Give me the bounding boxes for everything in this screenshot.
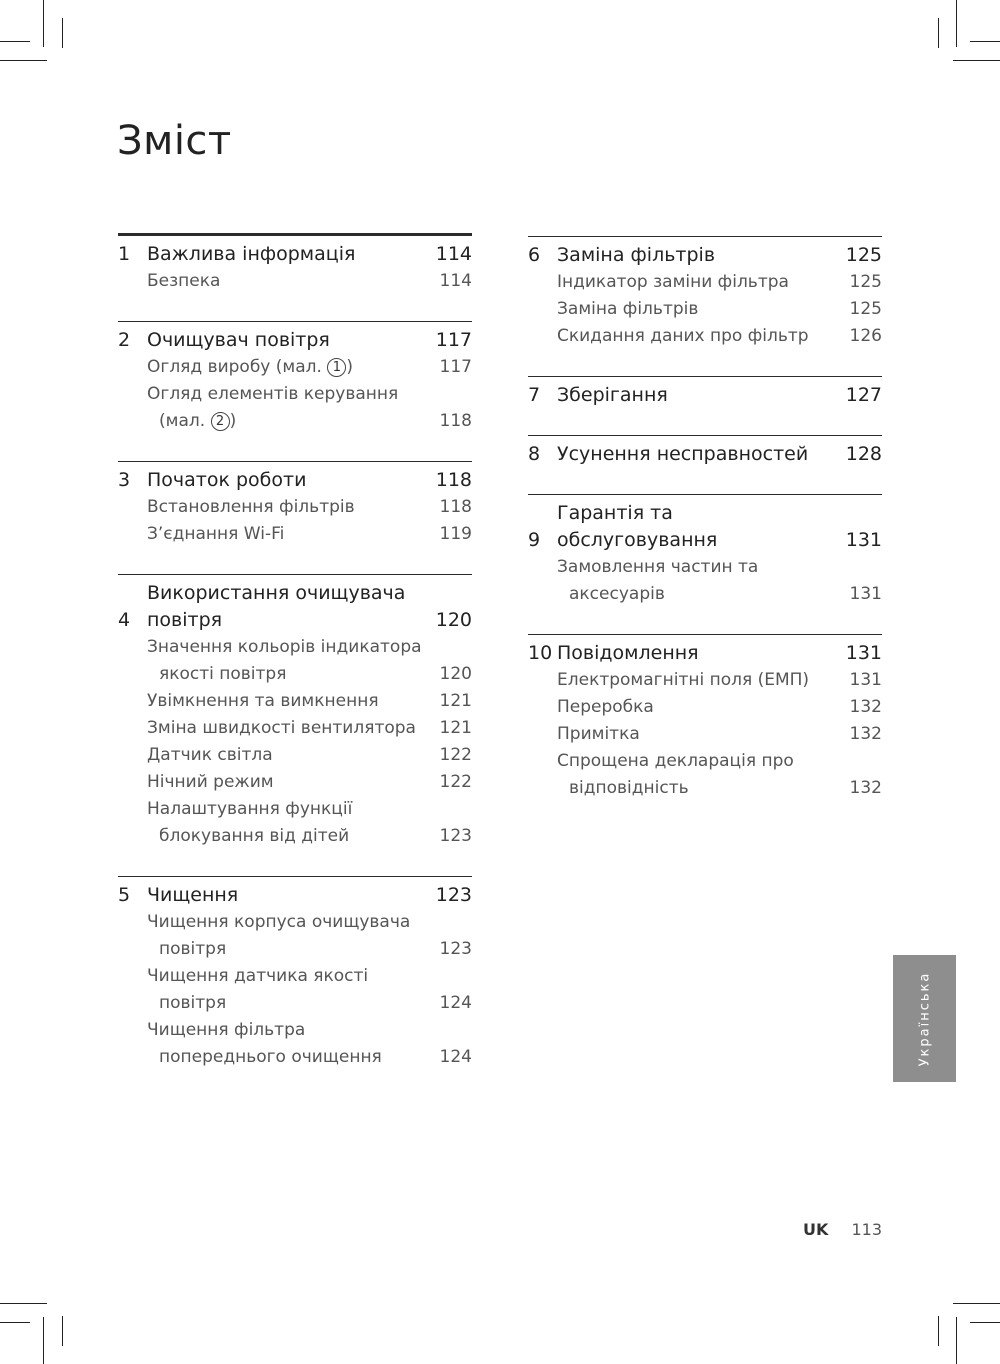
- section-number: 7: [528, 384, 541, 406]
- entry-title: [557, 748, 850, 802]
- section-number: 1: [118, 243, 131, 265]
- entry-title: [147, 634, 440, 688]
- section-heading[interactable]: [118, 327, 472, 354]
- crop-mark: [43, 0, 44, 47]
- section-number: 9: [528, 529, 541, 551]
- footer-page-number: 113: [851, 1220, 882, 1239]
- entry-page-number: 131: [849, 670, 882, 690]
- section-page-number: 125: [845, 244, 882, 266]
- section-number: 6: [528, 244, 541, 266]
- crop-mark: [953, 1303, 1000, 1304]
- entry-page-number: 132: [849, 697, 882, 717]
- section-title: Початок роботи: [147, 469, 307, 491]
- crop-mark: [938, 1316, 939, 1346]
- section-page-number: 131: [845, 642, 882, 664]
- entry-title-line: Увімкнення та вимкнення: [147, 691, 379, 711]
- toc-section: [118, 461, 472, 574]
- entry-title: [147, 1017, 440, 1071]
- section-title: Повідомлення: [557, 642, 699, 664]
- section-number: 5: [118, 884, 131, 906]
- entry-title-line: Чищення датчика якості: [147, 966, 369, 986]
- section-page-number: 131: [845, 529, 882, 551]
- entry-title: [147, 909, 440, 963]
- toc-section: [528, 494, 882, 634]
- entry-title-line: Замовлення частин та: [557, 557, 759, 577]
- language-side-tab: [893, 955, 956, 1082]
- entry-page-number: 122: [439, 772, 472, 792]
- section-heading[interactable]: [528, 441, 882, 468]
- entry-title-line: Зміна швидкості вентилятора: [147, 718, 416, 738]
- entry-title-line: Електромагнітні поля (ЕМП): [557, 670, 810, 690]
- entry-title-text: ): [346, 357, 353, 377]
- toc-entry[interactable]: [528, 269, 882, 296]
- toc-entry[interactable]: [118, 769, 472, 796]
- entry-page-number: 120: [439, 664, 472, 684]
- section-number: 8: [528, 443, 541, 465]
- crop-mark: [970, 41, 1000, 42]
- crop-mark: [62, 1316, 63, 1346]
- entry-title-line: попереднього очищення: [159, 1047, 382, 1067]
- section-heading[interactable]: [118, 882, 472, 909]
- crop-mark: [43, 1317, 44, 1364]
- entry-title-line: Значення кольорів індикатора: [147, 637, 422, 657]
- entry-title-line: блокування від дітей: [159, 826, 350, 846]
- entry-title: [147, 521, 440, 548]
- section-heading[interactable]: [528, 500, 882, 554]
- crop-mark: [0, 60, 47, 61]
- entry-title-line: Огляд елементів керування: [147, 384, 399, 404]
- toc-entry[interactable]: [118, 963, 472, 1017]
- section-number: 2: [118, 329, 131, 351]
- entry-title-line: Нічний режим: [147, 772, 274, 792]
- language-side-tab-label: Українська: [917, 971, 932, 1066]
- crop-mark: [938, 18, 939, 48]
- entry-title-line: Чищення корпуса очищувача: [147, 912, 411, 932]
- toc-entry[interactable]: [528, 296, 882, 323]
- entry-title-line: Датчик світла: [147, 745, 273, 765]
- toc-entry[interactable]: [118, 354, 472, 381]
- section-page-number: 117: [435, 329, 472, 351]
- entry-title: [557, 323, 850, 350]
- section-title: [557, 500, 846, 554]
- crop-mark: [956, 1317, 957, 1364]
- section-title: Чищення: [147, 884, 239, 906]
- entry-title: [147, 354, 440, 381]
- page-title: Зміст: [117, 118, 232, 164]
- entry-page-number: 124: [439, 993, 472, 1013]
- toc-entry[interactable]: [528, 667, 882, 694]
- entry-title: [147, 769, 440, 796]
- toc-entry[interactable]: [118, 688, 472, 715]
- section-title: [147, 580, 436, 634]
- toc-entry[interactable]: [528, 694, 882, 721]
- toc-entry[interactable]: [118, 1017, 472, 1071]
- entry-title-text: ): [229, 411, 237, 431]
- section-page-number: 127: [845, 384, 882, 406]
- entry-page-number: 123: [439, 826, 472, 846]
- entry-title-line: Безпека: [147, 271, 221, 291]
- entry-title-line: Переробка: [557, 697, 654, 717]
- entry-page-number: 114: [439, 271, 472, 291]
- toc-entry[interactable]: [118, 634, 472, 688]
- toc-section: [528, 376, 882, 435]
- entry-title-line: повітря: [159, 993, 227, 1013]
- toc-entry[interactable]: [118, 494, 472, 521]
- crop-mark: [970, 1322, 1000, 1323]
- toc-entry[interactable]: [118, 715, 472, 742]
- entry-title-line: якості повітря: [159, 664, 287, 684]
- footer-language-code: UK: [802, 1220, 829, 1239]
- entry-title-line: Примітка: [557, 724, 640, 744]
- section-title: Очищувач повітря: [147, 329, 330, 351]
- section-title-line: повітря: [147, 609, 223, 631]
- section-heading[interactable]: [528, 640, 882, 667]
- entry-title: [147, 688, 440, 715]
- entry-title: [557, 694, 850, 721]
- section-title-line: обслуговування: [557, 529, 718, 551]
- section-title: Зберігання: [557, 384, 668, 406]
- section-title: Важлива інформація: [147, 243, 356, 265]
- entry-title: [147, 268, 440, 295]
- section-heading[interactable]: [528, 382, 882, 409]
- entry-title-line: Індикатор заміни фільтра: [557, 272, 789, 292]
- entry-title: [147, 381, 440, 435]
- toc-left-column: [118, 233, 472, 1097]
- section-heading[interactable]: [118, 241, 472, 268]
- section-page-number: 120: [435, 609, 472, 631]
- entry-title: [147, 715, 440, 742]
- toc-section: [118, 574, 472, 876]
- entry-title-line: З’єднання Wi-Fi: [147, 524, 285, 544]
- section-number: 10: [528, 642, 553, 664]
- crop-mark: [956, 0, 957, 47]
- section-title: Заміна фільтрів: [557, 244, 716, 266]
- crop-mark: [0, 41, 30, 42]
- section-title-line: Гарантія та: [557, 502, 673, 524]
- entry-title-line: Спрощена декларація про: [557, 751, 794, 771]
- toc-section: [118, 321, 472, 461]
- toc-entry[interactable]: [528, 721, 882, 748]
- entry-title: [557, 269, 850, 296]
- entry-page-number: 125: [849, 272, 882, 292]
- toc-entry[interactable]: [118, 521, 472, 548]
- entry-title-line: [147, 354, 440, 381]
- entry-page-number: 121: [439, 691, 472, 711]
- section-title: Усунення несправностей: [557, 443, 809, 465]
- toc-section: [528, 236, 882, 376]
- entry-page-number: 131: [849, 584, 882, 604]
- entry-title: [557, 721, 850, 748]
- section-title-line: Використання очищувача: [147, 582, 406, 604]
- toc-entry[interactable]: [118, 742, 472, 769]
- crop-mark: [953, 60, 1000, 61]
- section-number: 3: [118, 469, 131, 491]
- entry-title-line: Заміна фільтрів: [557, 299, 699, 319]
- entry-page-number: 118: [439, 497, 472, 517]
- toc-section: [528, 634, 882, 828]
- entry-title-line: Налаштування функції: [147, 799, 353, 819]
- toc-entry[interactable]: [118, 909, 472, 963]
- entry-title: [147, 494, 440, 521]
- entry-title-line: Скидання даних про фільтр: [557, 326, 809, 346]
- section-page-number: 128: [845, 443, 882, 465]
- entry-title: [557, 667, 850, 694]
- section-heading[interactable]: [118, 580, 472, 634]
- entry-page-number: 118: [439, 411, 472, 431]
- entry-title-text: (мал.: [159, 411, 211, 431]
- entry-page-number: 124: [439, 1047, 472, 1067]
- entry-title: [557, 554, 850, 608]
- entry-title-text: Огляд виробу (мал.: [147, 357, 328, 377]
- entry-page-number: 122: [439, 745, 472, 765]
- section-page-number: 118: [435, 469, 472, 491]
- entry-title-line: Встановлення фільтрів: [147, 497, 355, 517]
- entry-title: [147, 742, 440, 769]
- entry-page-number: 126: [849, 326, 882, 346]
- section-page-number: 123: [435, 884, 472, 906]
- toc-entry[interactable]: [528, 323, 882, 350]
- crop-mark: [0, 1322, 30, 1323]
- figure-number-circle: 1: [327, 358, 346, 377]
- entry-title-line: відповідність: [569, 778, 689, 798]
- entry-page-number: 117: [439, 357, 472, 377]
- figure-number-circle: 2: [211, 412, 230, 431]
- entry-title: [557, 296, 850, 323]
- section-page-number: 114: [435, 243, 472, 265]
- crop-mark: [0, 1303, 47, 1304]
- toc-entry[interactable]: [118, 381, 472, 435]
- section-heading[interactable]: [528, 242, 882, 269]
- entry-page-number: 125: [849, 299, 882, 319]
- entry-title-line: Чищення фільтра: [147, 1020, 306, 1040]
- toc-entry[interactable]: [528, 554, 882, 608]
- toc-entry[interactable]: [118, 796, 472, 850]
- entry-title: [147, 963, 440, 1017]
- toc-section: [118, 876, 472, 1097]
- toc-entry[interactable]: [118, 268, 472, 295]
- entry-title-line: аксесуарів: [569, 584, 665, 604]
- toc-right-column: [528, 236, 882, 828]
- entry-title-line: [147, 408, 440, 435]
- entry-page-number: 132: [849, 724, 882, 744]
- page-footer: [803, 1220, 882, 1239]
- crop-mark: [62, 18, 63, 48]
- section-number: 4: [118, 609, 131, 631]
- entry-title: [147, 796, 440, 850]
- toc-section: [528, 435, 882, 494]
- toc-entry[interactable]: [528, 748, 882, 802]
- toc-section: [118, 233, 472, 321]
- section-heading[interactable]: [118, 467, 472, 494]
- entry-page-number: 119: [439, 524, 472, 544]
- entry-page-number: 132: [849, 778, 882, 798]
- entry-title-line: повітря: [159, 939, 227, 959]
- entry-page-number: 123: [439, 939, 472, 959]
- entry-page-number: 121: [439, 718, 472, 738]
